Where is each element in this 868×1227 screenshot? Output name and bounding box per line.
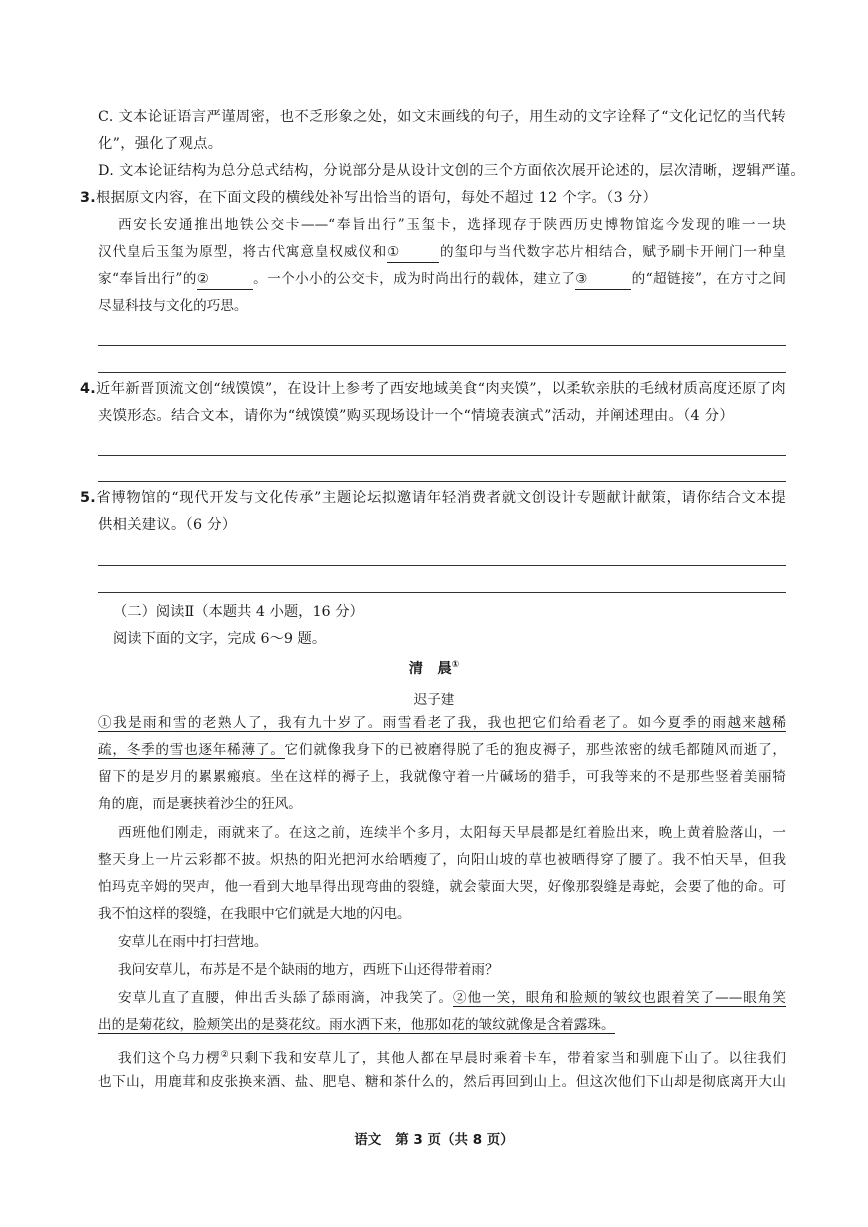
story-p2-line3: 怕玛克辛姆的哭声，他一看到大地旱得出现弯曲的裂缝，就会蒙面大哭，好像那裂缝是毒蛇，会要了他的命。可 <box>98 879 786 895</box>
story-p1-line1 <box>98 713 786 733</box>
option-c-line1: C. 文本论证语言严谨周密，也不乏形象之处，如文末画线的句子，用生动的文字诠释了“文化记忆的当代转 <box>98 109 786 125</box>
story-p3: 安草儿在雨中打扫营地。 <box>118 934 268 950</box>
question-5 <box>80 488 786 508</box>
q3-passage-line2: 汉代皇后玉玺为原型，将古代寓意皇权威仪和① 的玺印与当代数字芯片相结合，赋予刷卡开闸门一种皇 <box>98 242 786 263</box>
story-p4: 我问安草儿，布苏是不是个缺雨的地方，西班下山还得带着雨？ <box>118 962 499 978</box>
page-footer <box>0 1128 868 1148</box>
q3-passage-line1: 西安长安通推出地铁公交卡——“奉旨出行”玉玺卡，选择现存于陕西历史博物馆迄今发现的唯一一块 <box>118 217 786 233</box>
footnote-marker: ① <box>451 660 460 671</box>
story-title: 清 晨① <box>408 660 460 677</box>
underlined-sentence-2-cont: 出的是菊花纹，脸颊笑出的是葵花纹。雨水洒下来，他那如花的皱纹就像是含着露珠。 <box>98 1017 615 1033</box>
question-number: 5. <box>80 490 96 506</box>
footer-subject: 语文 <box>354 1132 382 1148</box>
underlined-sentence-1-cont: 疏，冬季的雪也逐年稀薄了。 <box>98 742 285 758</box>
question-text: 根据原文内容，在下面文段的横线处补写出恰当的语句，每处不超过 12 个字。（3 分） <box>95 190 658 206</box>
answer-line[interactable] <box>98 455 786 456</box>
question-text: 省博物馆的“现代开发与文化传承”主题论坛拟邀请年轻消费者就文创设计专题献计献策，请你结合文本提 <box>95 490 786 506</box>
section-instruction: 阅读下面的文字，完成 6～9 题。 <box>113 631 327 647</box>
blank-3[interactable]: ③ <box>575 269 631 290</box>
question-number: 3. <box>80 190 96 206</box>
story-p5-line1: 安草儿直了直腰，伸出舌头舔了舔雨滴，冲我笑了。②他一笑，眼角和脸颊的皱纹也跟着笑了——眼角笑 <box>118 990 786 1006</box>
question-text: 近年新晋顶流文创“绒馍馍”，在设计上参考了西安地域美食“肉夹馍”，以柔软亲肤的毛绒材质高度还原了肉 <box>95 381 786 397</box>
option-d-line1: D. 文本论证结构为总分总式结构，分说部分是从设计文创的三个方面依次展开论述的，层次清晰，逻辑严谨。 <box>98 163 805 179</box>
underlined-sentence-2: ②他一笑，眼角和脸颊的皱纹也跟着笑了——眼角笑 <box>452 990 786 1006</box>
question-4-line2: 夹馍形态。结合文本，请你为“绒馍馍”购买现场设计一个“情境表演式”活动，并阐述理由。（4 分） <box>98 408 734 424</box>
q3-passage-line4: 尽显科技与文化的巧思。 <box>98 298 248 314</box>
story-p1-line4: 角的鹿，而是裹挟着沙尘的狂风。 <box>98 796 302 812</box>
question-5-line2: 供相关建议。（6 分） <box>98 517 237 533</box>
answer-line[interactable] <box>98 592 786 593</box>
blank-2[interactable]: ② <box>197 269 253 290</box>
question-4 <box>80 379 786 399</box>
story-author: 迟子建 <box>413 692 455 708</box>
story-p1-line2: 疏，冬季的雪也逐年稀薄了。它们就像我身下的已被磨得脱了毛的狍皮褥子，那些浓密的绒毛都随风而逝了， <box>98 742 787 758</box>
story-p1-line3: 留下的是岁月的累累瘢痕。坐在这样的褥子上，我就像守着一片碱场的猎手，可我等来的不是那些竖着美丽犄 <box>98 769 786 785</box>
q3-passage-line3: 家“奉旨出行”的② 。一个小小的公交卡，成为时尚出行的载体，建立了③ 的“超链接”，在方寸之间 <box>98 269 786 290</box>
story-p6-line1: 我们这个乌力楞②只剩下我和安草儿了，其他人都在早晨时乘着卡车，带着家当和驯鹿下山了。以往我们 <box>118 1050 786 1067</box>
answer-line[interactable] <box>98 565 786 566</box>
story-p5-line2 <box>98 1015 786 1035</box>
story-p2-line2: 整天身上一片云彩都不披。炽热的阳光把河水给晒瘦了，向阳山坡的草也被晒得穿了腰了。我不怕天旱，但我 <box>98 852 786 868</box>
footer-page-number: 第 3 页（共 8 页） <box>395 1132 514 1148</box>
question-3 <box>80 188 786 208</box>
story-p2-line4: 我不怕这样的裂缝，在我眼中它们就是大地的闪电。 <box>98 906 411 922</box>
answer-line[interactable] <box>98 345 786 346</box>
footnote-marker: ② <box>220 1050 230 1060</box>
section-header: （二）阅读Ⅱ（本题共 4 小题，16 分） <box>113 604 364 620</box>
answer-line[interactable] <box>98 372 786 373</box>
story-p6-line2: 也下山，用鹿茸和皮张换来酒、盐、肥皂、糖和茶什么的，然后再回到山上。但这次他们下山却是彻底离开大山 <box>98 1074 786 1090</box>
question-number: 4. <box>80 381 96 397</box>
blank-1[interactable]: ① <box>387 242 439 263</box>
underlined-sentence-1: ①我是雨和雪的老熟人了，我有九十岁了。雨雪看老了我，我也把它们给看老了。如今夏季的雨越来越稀 <box>98 715 786 731</box>
option-c-line2: 化”，强化了观点。 <box>98 136 223 152</box>
story-p2-line1: 西班他们刚走，雨就来了。在这之前，连续半个多月，太阳每天早晨都是红着脸出来，晚上黄着脸落山，一 <box>118 825 786 841</box>
answer-line[interactable] <box>98 481 786 482</box>
